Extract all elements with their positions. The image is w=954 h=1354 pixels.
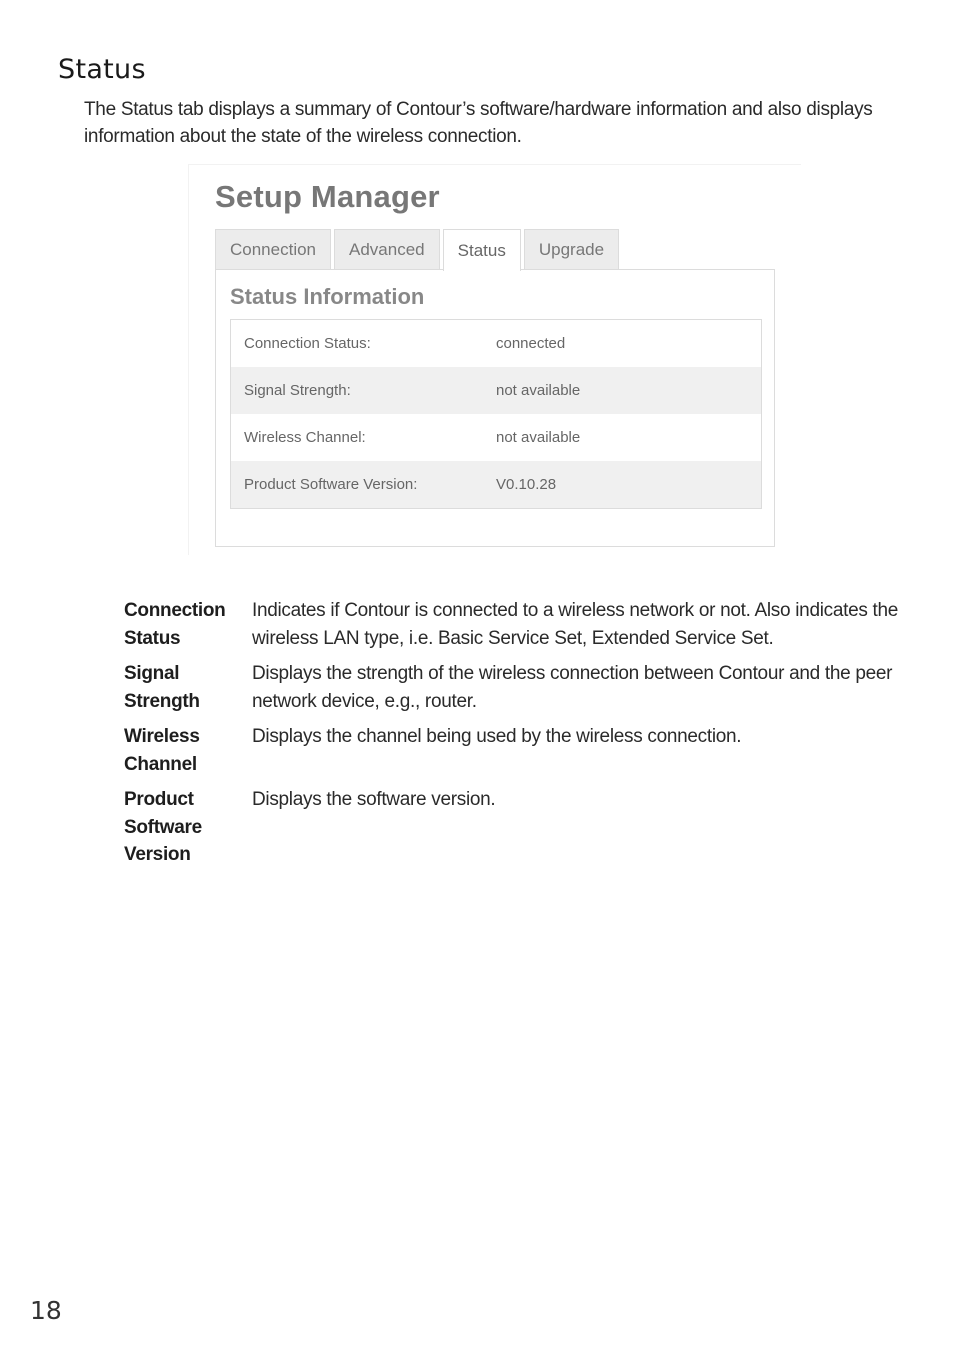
intro-paragraph: The Status tab displays a summary of Contour’s software/hardware information and also displays information about the state of the wireless connection. [84, 99, 873, 147]
status-value: not available [496, 382, 581, 399]
definition-item [124, 597, 904, 652]
definition-description: Displays the channel being used by the wireless connection. [252, 726, 742, 747]
status-value: connected [496, 335, 566, 352]
definition-item [124, 660, 904, 715]
status-row-connection [231, 320, 761, 367]
status-label: Product Software Version: [244, 476, 418, 493]
status-row-version [231, 461, 761, 508]
status-label: Wireless Channel: [244, 429, 366, 446]
status-row-channel [231, 414, 761, 461]
status-label: Connection Status: [244, 335, 371, 352]
tab-advanced[interactable]: Advanced [334, 229, 440, 269]
definition-list [124, 597, 904, 877]
page-number: 18 [30, 1296, 62, 1325]
definition-item [124, 786, 904, 869]
status-panel [215, 269, 775, 547]
definition-description: Indicates if Contour is connected to a wireless network or not. Also indicates the wireless LAN type, i.e. Basic Service Set, Extended Service Set. [252, 600, 899, 649]
setup-manager-screenshot [188, 164, 801, 555]
definition-term: Wireless Channel [124, 726, 200, 775]
status-panel-title: Status Information [230, 284, 425, 309]
tab-connection[interactable]: Connection [215, 229, 331, 269]
status-value: V0.10.28 [496, 476, 557, 493]
status-table [230, 319, 762, 509]
definition-description: Displays the strength of the wireless connection between Contour and the peer network device, e.g., router. [252, 663, 893, 712]
setup-manager-title: Setup Manager [215, 179, 440, 214]
status-value: not available [496, 429, 581, 446]
definition-description: Displays the software version. [252, 789, 496, 810]
status-label: Signal Strength: [244, 382, 351, 399]
tab-status[interactable]: Status [443, 229, 521, 271]
section-title: Status [58, 54, 146, 85]
definition-item [124, 723, 904, 778]
tab-upgrade[interactable]: Upgrade [524, 229, 619, 269]
definition-term: Product Software Version [124, 789, 202, 865]
status-row-signal [231, 367, 761, 414]
tab-bar [215, 229, 619, 271]
definition-term: Signal Strength [124, 663, 200, 712]
definition-term: Connection Status [124, 600, 226, 649]
